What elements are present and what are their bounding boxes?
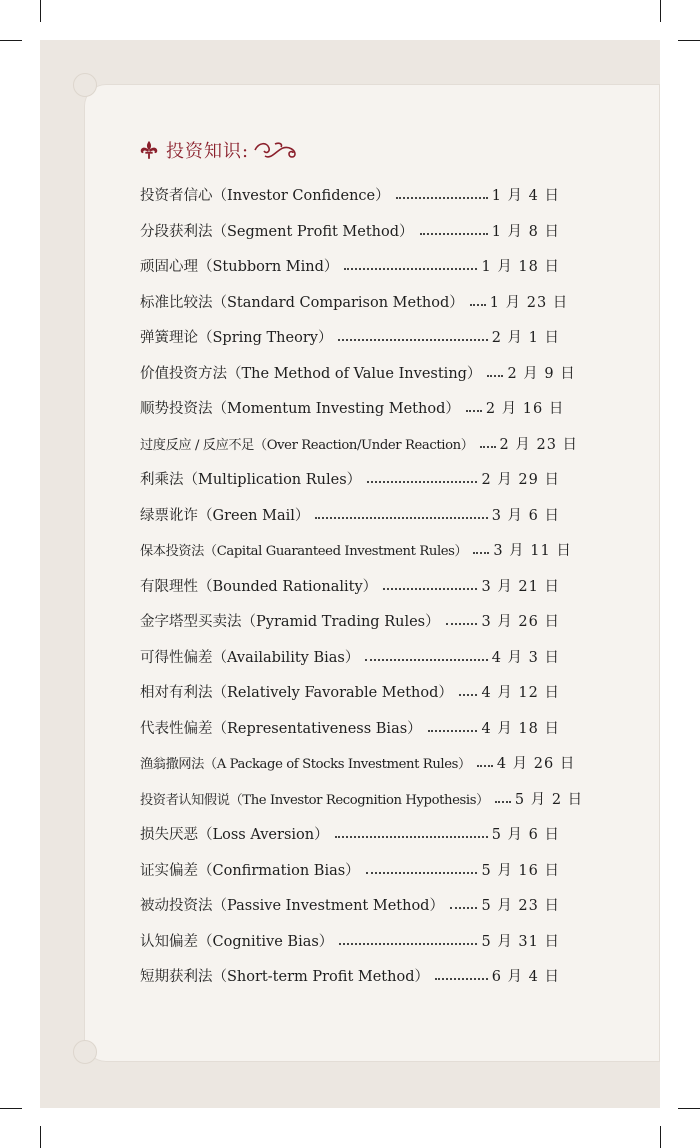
entry-date: 1 月 23 日 [489,294,569,311]
entry-title: 代表性偏差（Representativeness Bias） [140,720,422,737]
entry-title: 证实偏差（Confirmation Bias） [140,862,360,879]
dot-leader [366,871,478,874]
toc-entry[interactable] [140,319,560,355]
entry-date: 5 月 31 日 [481,933,560,950]
toc-entry[interactable] [140,284,569,320]
entry-date: 5 月 2 日 [514,791,584,808]
crop-mark-top-left-h [0,40,22,41]
entry-date: 4 月 12 日 [481,685,560,702]
card-corner-top-left [73,73,97,97]
swirl-ornament-icon [253,138,299,162]
dot-leader [365,658,487,661]
dot-leader [428,729,478,732]
entry-date: 5 月 6 日 [491,827,560,844]
entry-title: 绿票讹诈（Green Mail） [140,507,310,524]
crop-mark-top-left-v [40,0,41,22]
entry-title: 分段获利法（Segment Profit Method） [140,223,414,240]
entry-date: 5 月 16 日 [481,862,560,879]
dot-leader [450,906,478,909]
crop-mark-bottom-right-v [660,1126,661,1148]
toc-entry[interactable] [140,532,572,568]
table-of-contents [140,177,584,994]
entry-title: 短期获利法（Short-term Profit Method） [140,969,429,986]
entry-date: 3 月 6 日 [491,507,560,524]
toc-entry[interactable] [140,390,565,426]
section-heading [138,137,299,163]
dot-leader [470,303,486,306]
dot-leader [367,480,477,483]
dot-leader [420,232,488,235]
entry-title: 顺势投资法（Momentum Investing Method） [140,401,460,418]
entry-date: 2 月 9 日 [507,365,576,382]
dot-leader [473,551,489,554]
entry-title: 损失厌恶（Loss Aversion） [140,827,329,844]
crop-mark-top-right-v [660,0,661,22]
dot-leader [466,409,482,412]
entry-title: 弹簧理论（Spring Theory） [140,330,333,347]
dot-leader [396,196,488,199]
entry-date: 5 月 23 日 [481,898,560,915]
entry-title: 顽固心理（Stubborn Mind） [140,259,339,276]
entry-title: 渔翁撒网法（A Package of Stocks Investment Rules） [140,757,471,773]
dot-leader [338,338,487,341]
toc-entry[interactable] [140,887,560,923]
toc-entry[interactable] [140,248,560,284]
toc-entry[interactable] [140,355,576,391]
toc-entry[interactable] [140,745,576,781]
entry-title: 投资者信心（Investor Confidence） [140,188,390,205]
toc-entry[interactable] [140,603,560,639]
fleur-de-lis-icon [138,139,160,161]
entry-title: 投资者认知假说（The Investor Recognition Hypothesis） [140,792,489,808]
card-corner-bottom-left [73,1040,97,1064]
entry-title: 利乘法（Multiplication Rules） [140,472,362,489]
entry-title: 有限理性（Bounded Rationality） [140,578,378,595]
toc-entry[interactable] [140,426,579,462]
dot-leader [315,516,487,519]
entry-date: 1 月 4 日 [491,188,560,205]
dot-leader [459,693,478,696]
dot-leader [480,445,496,448]
entry-title: 金字塔型买卖法（Pyramid Trading Rules） [140,614,440,631]
entry-title: 可得性偏差（Availability Bias） [140,649,360,666]
crop-mark-bottom-left-v [40,1126,41,1148]
toc-entry[interactable] [140,710,560,746]
toc-entry[interactable] [140,461,560,497]
toc-entry[interactable] [140,958,560,994]
dot-leader [339,942,477,945]
entry-title: 保本投资法（Capital Guaranteed Investment Rules） [140,544,468,560]
entry-date: 2 月 23 日 [499,436,579,453]
dot-leader [383,587,477,590]
entry-title: 过度反应 / 反应不足（Over Reaction/Under Reaction） [140,437,474,453]
toc-entry[interactable] [140,674,560,710]
toc-entry[interactable] [140,816,560,852]
dot-leader [335,835,488,838]
toc-entry[interactable] [140,177,560,213]
entry-title: 认知偏差（Cognitive Bias） [140,933,334,950]
crop-mark-bottom-left-h [0,1108,22,1109]
dot-leader [487,374,503,377]
entry-date: 3 月 11 日 [493,543,572,560]
heading-text: 投资知识: [166,141,250,162]
entry-date: 6 月 4 日 [491,969,560,986]
toc-entry[interactable] [140,497,560,533]
dot-leader [477,764,493,767]
crop-mark-bottom-right-h [678,1108,700,1109]
entry-date: 4 月 3 日 [491,649,560,666]
entry-date: 4 月 26 日 [496,756,576,773]
entry-title: 标准比较法（Standard Comparison Method） [140,294,464,311]
entry-date: 4 月 18 日 [481,720,560,737]
dot-leader [495,800,511,803]
toc-entry[interactable] [140,213,560,249]
entry-title: 被动投资法（Passive Investment Method） [140,898,444,915]
dot-leader [435,977,488,980]
entry-title: 价值投资方法（The Method of Value Investing） [140,365,482,382]
toc-entry[interactable] [140,781,584,817]
dot-leader [344,267,477,270]
toc-entry[interactable] [140,923,560,959]
toc-entry[interactable] [140,568,560,604]
crop-mark-top-right-h [678,40,700,41]
entry-date: 2 月 16 日 [485,401,565,418]
toc-entry[interactable] [140,639,560,675]
entry-date: 3 月 26 日 [481,614,560,631]
entry-date: 3 月 21 日 [481,578,560,595]
entry-date: 1 月 18 日 [481,259,560,276]
entry-date: 1 月 8 日 [491,223,560,240]
dot-leader [446,622,478,625]
entry-title: 相对有利法（Relatively Favorable Method） [140,685,453,702]
entry-date: 2 月 1 日 [491,330,560,347]
toc-entry[interactable] [140,852,560,888]
entry-date: 2 月 29 日 [481,472,560,489]
